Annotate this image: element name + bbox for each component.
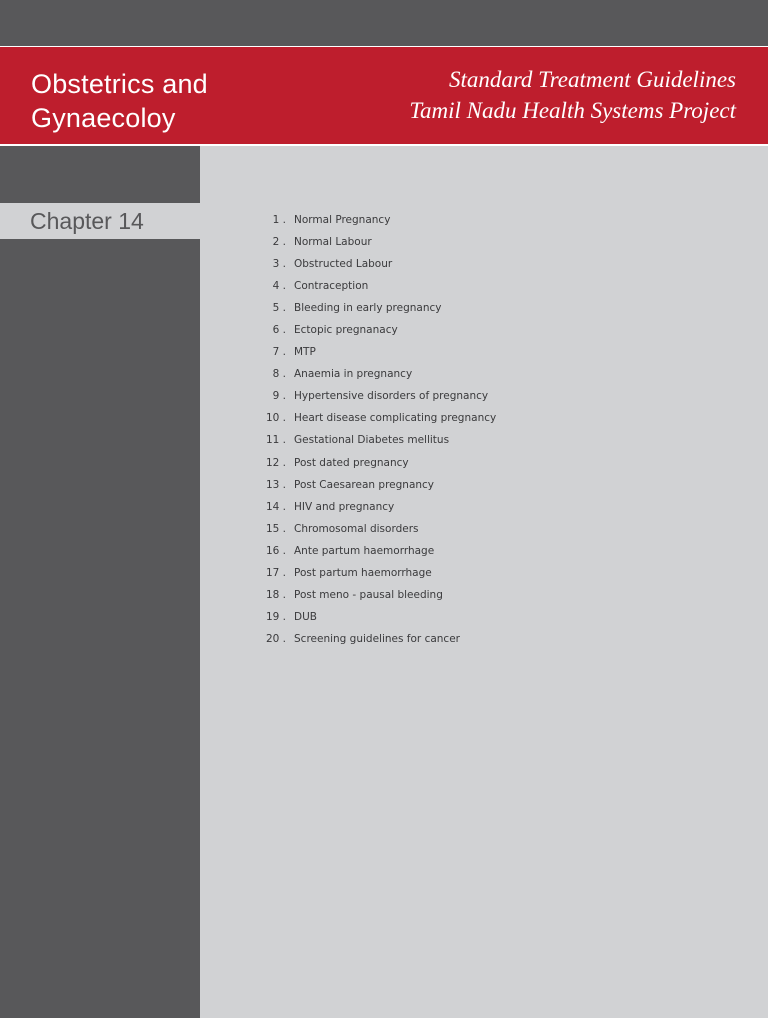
contents-item-number: 15 .	[265, 522, 286, 535]
contents-item[interactable]	[258, 385, 496, 407]
contents-item-number: 13 .	[265, 478, 286, 491]
contents-item[interactable]	[258, 540, 496, 562]
contents-item-title: Ectopic pregnanacy	[294, 324, 398, 337]
contents-item[interactable]	[258, 231, 496, 253]
contents-item[interactable]	[258, 429, 496, 451]
contents-item[interactable]	[258, 253, 496, 275]
contents-item[interactable]	[258, 518, 496, 540]
contents-list	[258, 209, 496, 650]
contents-item-number: 4 .	[272, 280, 286, 293]
contents-item[interactable]	[258, 297, 496, 319]
contents-item-title: Post dated pregnancy	[294, 456, 409, 469]
contents-item-number: 20 .	[265, 632, 286, 645]
contents-item-title: Hypertensive disorders of pregnancy	[294, 390, 489, 403]
contents-item-number: 5 .	[272, 302, 286, 315]
series-title	[409, 64, 736, 126]
contents-item-title: Obstructed Labour	[294, 258, 393, 271]
contents-item[interactable]	[258, 474, 496, 496]
contents-item-title: Normal Labour	[294, 236, 372, 249]
contents-item[interactable]	[258, 628, 496, 650]
contents-item[interactable]	[258, 606, 496, 628]
contents-item[interactable]	[258, 209, 496, 231]
series-title-line-1: Standard Treatment Guidelines	[448, 67, 736, 92]
contents-item-title: Post partum haemorrhage	[294, 566, 432, 579]
contents-item-number: 10 .	[265, 412, 286, 425]
contents-item-title: Contraception	[294, 280, 369, 293]
contents-item-number: 18 .	[265, 588, 286, 601]
contents-item-title: Anaemia in pregnancy	[294, 368, 413, 381]
contents-item-title: DUB	[294, 610, 317, 623]
book-title-line-1: Obstetrics and	[31, 69, 208, 99]
contents-item[interactable]	[258, 496, 496, 518]
contents-item[interactable]	[258, 407, 496, 429]
contents-item-number: 1 .	[272, 214, 286, 226]
contents-item-title: Bleeding in early pregnancy	[294, 302, 442, 315]
contents-item-number: 7 .	[272, 346, 286, 359]
bottom-margin	[0, 1018, 768, 1024]
contents-item-title: Screening guidelines for cancer	[294, 632, 460, 645]
contents-item-title: Gestational Diabetes mellitus	[294, 434, 450, 447]
contents-item-number: 16 .	[265, 544, 286, 557]
contents-item-title: Heart disease complicating pregnancy	[294, 412, 497, 425]
contents-item-title: MTP	[294, 346, 316, 359]
contents-item-number: 19 .	[265, 610, 286, 623]
contents-item[interactable]	[258, 452, 496, 474]
contents-item-title: Chromosomal disorders	[294, 522, 419, 535]
top-bar	[0, 0, 768, 46]
contents-item-title: Post meno - pausal bleeding	[294, 588, 443, 601]
contents-item-number: 17 .	[265, 566, 286, 579]
series-title-line-2: Tamil Nadu Health Systems Project	[409, 98, 736, 123]
left-sidebar	[0, 146, 200, 1018]
contents-item[interactable]	[258, 363, 496, 385]
contents-item-title: Ante partum haemorrhage	[294, 544, 435, 557]
contents-item-number: 3 .	[272, 258, 286, 271]
contents-item[interactable]	[258, 341, 496, 363]
contents-item-number: 2 .	[272, 236, 286, 249]
contents-item-number: 9 .	[272, 390, 286, 403]
contents-item[interactable]	[258, 275, 496, 297]
chapter-label: Chapter 14	[30, 208, 144, 234]
contents-item[interactable]	[258, 584, 496, 606]
contents-item-title: HIV and pregnancy	[294, 500, 395, 513]
contents-item-number: 12 .	[265, 456, 286, 469]
book-title-line-2: Gynaecoloy	[31, 103, 176, 133]
contents-item-title: Normal Pregnancy	[294, 214, 391, 226]
contents-item[interactable]	[258, 562, 496, 584]
contents-item-number: 8 .	[272, 368, 286, 381]
book-title	[31, 67, 208, 135]
contents-item-number: 6 .	[272, 324, 286, 337]
contents-item-number: 14 .	[265, 500, 286, 513]
contents-item-title: Post Caesarean pregnancy	[294, 478, 435, 491]
contents-item-number: 11 .	[265, 434, 286, 447]
contents-item[interactable]	[258, 319, 496, 341]
